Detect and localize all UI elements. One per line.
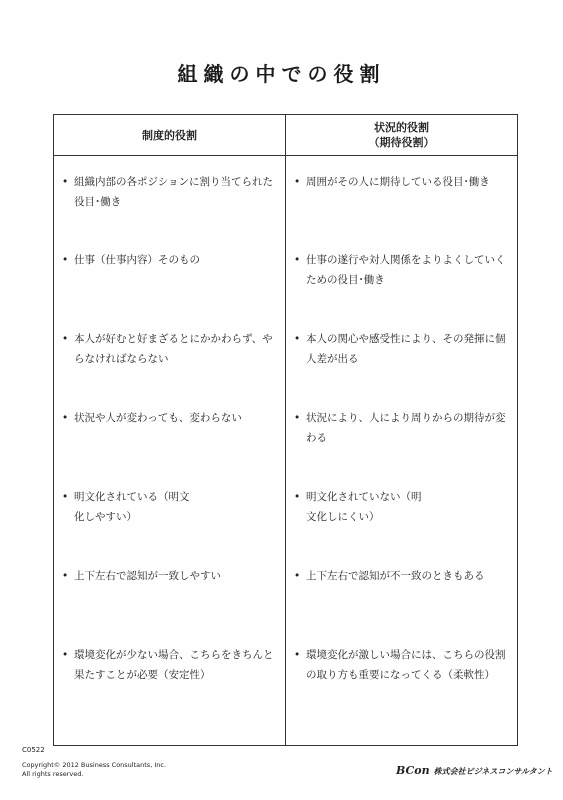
left-item-4: • 状況や人が変わっても、変わらない bbox=[62, 412, 242, 424]
company-name: 株式会社ビジネスコンサルタント bbox=[433, 767, 553, 776]
left-column bbox=[54, 156, 286, 746]
roles-table bbox=[53, 114, 518, 746]
left-item-7: • 環境変化が少ない場合、こちらをきちんと果たすことが必要（安定性） bbox=[62, 649, 274, 681]
right-column bbox=[286, 156, 518, 746]
page-title: 組織の中での役割 bbox=[177, 62, 386, 86]
table-header-row bbox=[54, 115, 518, 156]
header-institutional-role bbox=[54, 115, 286, 156]
right-item-4: • 状況により、人により周りからの期待が変わる bbox=[294, 412, 506, 444]
right-item-6: • 上下左右で認知が不一致のときもある bbox=[294, 570, 485, 582]
left-item-6: • 上下左右で認知が一致しやすい bbox=[62, 570, 221, 582]
company-logo: BCon bbox=[396, 764, 430, 777]
right-item-5: • 明文化されていない（明文化しにくい） bbox=[294, 491, 422, 523]
right-item-2: • 仕事の遂行や対人関係をよりよくしていくための役目･働き bbox=[294, 254, 506, 286]
copyright-line-1: Copyright© 2012 Business Consultants, Inc. bbox=[22, 761, 167, 769]
company-brand bbox=[396, 764, 553, 777]
left-item-5: • 明文化されている（明文化しやすい） bbox=[62, 491, 190, 523]
document-code: C0522 bbox=[22, 746, 45, 754]
header-left-label: 制度的役割 bbox=[142, 128, 197, 142]
table-body-row bbox=[54, 156, 518, 746]
left-item-3: • 本人が好むと好まざるとにかかわらず、やらなければならない bbox=[62, 333, 273, 365]
right-item-1: • 周囲がその人に期待している役目･働き bbox=[294, 176, 490, 188]
left-item-2: • 仕事（仕事内容）そのもの bbox=[62, 254, 200, 266]
right-item-3: • 本人の関心や感受性により、その発揮に個人差が出る bbox=[294, 333, 506, 365]
copyright-notice bbox=[22, 761, 166, 779]
header-right-label-1: 状況的役割 bbox=[374, 121, 429, 134]
right-item-7: • 環境変化が激しい場合には、こちらの役割の取り方も重要になってくる（柔軟性） bbox=[294, 649, 506, 681]
left-item-1: • 組織内部の各ポジションに割り当てられた役目･働き bbox=[62, 176, 274, 208]
copyright-line-2: All rights reserved. bbox=[22, 770, 84, 778]
header-situational-role bbox=[286, 115, 518, 156]
header-right-label-2: （期待役割） bbox=[368, 136, 435, 149]
